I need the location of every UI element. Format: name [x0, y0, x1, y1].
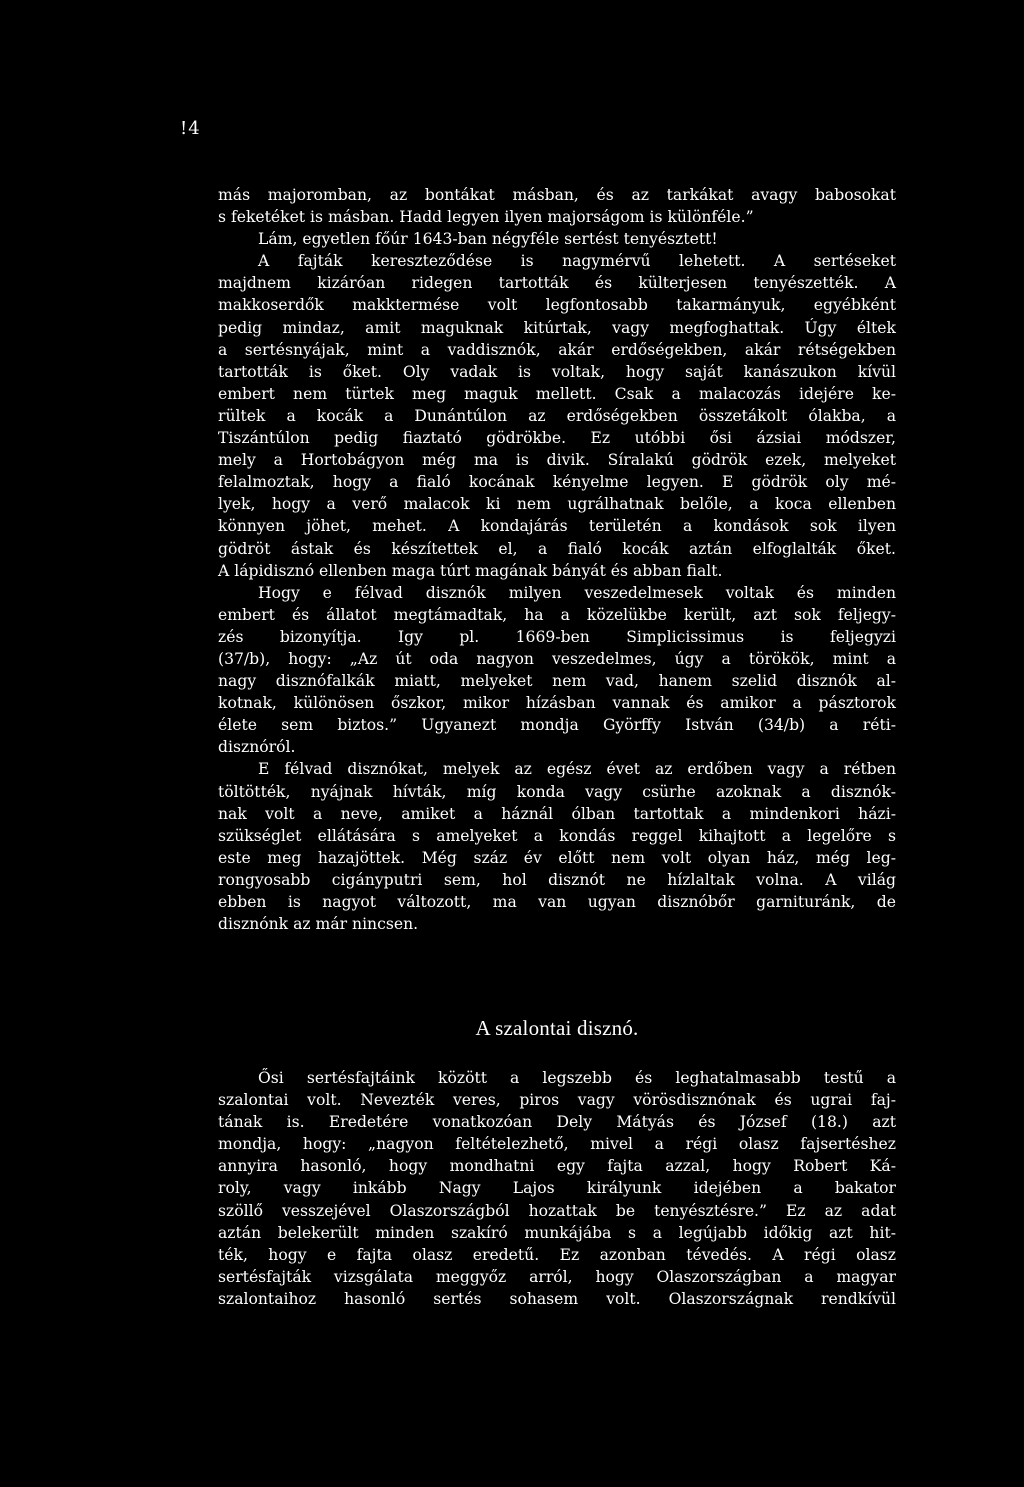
- text-line: (37/b), hogy: „Az út oda nagyon veszedelmes, úgy a törökök, mint a: [218, 649, 896, 668]
- section-heading: A szalontai disznó.: [475, 1016, 639, 1040]
- text-line: Tiszántúlon pedig fiaztató gödrökbe. Ez utóbbi ősi ázsiai módszer,: [218, 429, 896, 448]
- text-line: mely a Hortobágyon még ma is divik. Síralakú gödrök ezek, melyeket: [218, 451, 896, 470]
- text-line: rongyosabb cigányputri sem, hol disznót ne hízlaltak volna. A világ: [218, 870, 896, 889]
- text-line: ték, hogy e fajta olasz eredetű. Ez azonban tévedés. A régi olasz: [218, 1245, 896, 1264]
- text-line: pedig mindaz, amit maguknak kitúrtak, vagy megfoghattak. Úgy éltek: [218, 318, 896, 337]
- text-line: szöllő vesszejével Olaszországból hozattak be tenyésztésre.” Ez az adat: [218, 1201, 896, 1220]
- text-line: disznóról.: [218, 738, 296, 757]
- text-line: ebben is nagyot változott, ma van ugyan disznóbőr garnituránk, de: [218, 893, 896, 911]
- text-line: annyira hasonló, hogy mondhatni egy fajta azzal, hogy Robert Ká-: [218, 1157, 896, 1176]
- text-line: Hogy e félvad disznók milyen veszedelmesek voltak és minden: [258, 583, 896, 602]
- text-line: mondja, hogy: „nagyon feltételezhető, mivel a régi olasz fajsertéshez: [218, 1135, 896, 1154]
- text-line: embert nem türtek meg maguk mellett. Csak a malacozás idejére ke-: [218, 384, 896, 403]
- page-number: !4: [180, 118, 201, 139]
- text-line: szalontaihoz hasonló sertés sohasem volt. Olaszországnak rendkívül: [218, 1289, 896, 1308]
- body-text-section-1: [218, 184, 896, 935]
- text-line: s feketéket is másban. Hadd legyen ilyen majorságom is különféle.”: [218, 208, 754, 227]
- text-line: Ősi sertésfajtáink között a legszebb és leghatalmasabb testű a: [258, 1069, 896, 1087]
- text-line: más majoromban, az bontákat másban, és az tarkákat avagy babosokat: [218, 186, 896, 204]
- text-line: felalmoztak, hogy a fialó kocának kényelme legyen. E gödrök oly mé-: [218, 473, 896, 492]
- text-line: makkoserdők makktermése volt legfontosabb takarmányuk, egyébként: [218, 296, 896, 315]
- text-line: szükséglet ellátására s amelyeket a kondás reggel kihajtott a legelőre s: [218, 826, 896, 845]
- text-line: majdnem kizáróan ridegen tartották és külterjesen tenyészették. A: [218, 274, 896, 293]
- text-line: este meg hazajöttek. Még száz év előtt nem volt olyan ház, még leg-: [218, 848, 896, 867]
- text-line: tának is. Eredetére vonatkozóan Dely Mátyás és József (18.) azt: [218, 1113, 896, 1132]
- text-line: disznónk az már nincsen.: [218, 915, 419, 934]
- text-line: tartották is őket. Oly vadak is voltak, hogy saját kanászukon kívül: [218, 362, 896, 381]
- text-line: sertésfajták vizsgálata meggyőz arról, hogy Olaszországban a magyar: [218, 1267, 896, 1286]
- text-line: kotnak, különösen őszkor, mikor hízásban vannak és amikor a pásztorok: [218, 694, 896, 713]
- text-line: nagy disznófalkák miatt, melyeket nem vad, hanem szelid disznók al-: [218, 672, 896, 691]
- text-line: lyek, hogy a verő malacok ki nem ugrálhatnak belőle, a koca ellenben: [218, 495, 896, 514]
- text-line: a sertésnyájak, mint a vaddisznók, akár erdőségekben, akár rétségekben: [218, 340, 896, 359]
- text-line: A lápidisznó ellenben maga túrt magának bányát és abban fialt.: [218, 561, 723, 580]
- text-line: rültek a kocák a Dunántúlon az erdőségekben összetákolt ólakba, a: [218, 406, 896, 425]
- text-line: Lám, egyetlen főúr 1643-ban négyféle sertést tenyésztett!: [258, 230, 718, 249]
- text-line: szalontai volt. Nevezték veres, piros vagy vörösdisznónak és ugrai faj-: [218, 1091, 896, 1110]
- text-line: zés bizonyítja. Igy pl. 1669-ben Simplicissimus is feljegyzi: [218, 627, 896, 646]
- text-line: nak volt a neve, amiket a háznál ólban tartottak a mindenkori házi-: [218, 804, 896, 823]
- text-line: E félvad disznókat, melyek az egész évet az erdőben vagy a rétben: [258, 760, 896, 779]
- text-line: roly, vagy inkább Nagy Lajos királyunk idejében a bakator: [218, 1179, 896, 1198]
- text-line: töltötték, nyájnak hívták, míg konda vagy csürhe azoknak a disznók-: [218, 782, 896, 801]
- text-line: gödröt ástak és készítettek el, a fialó kocák aztán elfoglalták őket.: [218, 539, 896, 558]
- body-text-section-2: [218, 1067, 896, 1310]
- text-line: embert és állatot megtámadtak, ha a közelükbe került, azt sok feljegy-: [218, 605, 896, 624]
- text-line: aztán belekerült minden szakíró munkájába s a legújabb időkig azt hit-: [218, 1223, 896, 1242]
- text-line: könnyen jöhet, mehet. A kondajárás területén a kondások sok ilyen: [218, 517, 896, 536]
- text-line: élete sem biztos.” Ugyanezt mondja Györffy István (34/b) a réti-: [218, 716, 896, 735]
- text-line: A fajták kereszteződése is nagymérvű lehetett. A sertéseket: [258, 252, 896, 271]
